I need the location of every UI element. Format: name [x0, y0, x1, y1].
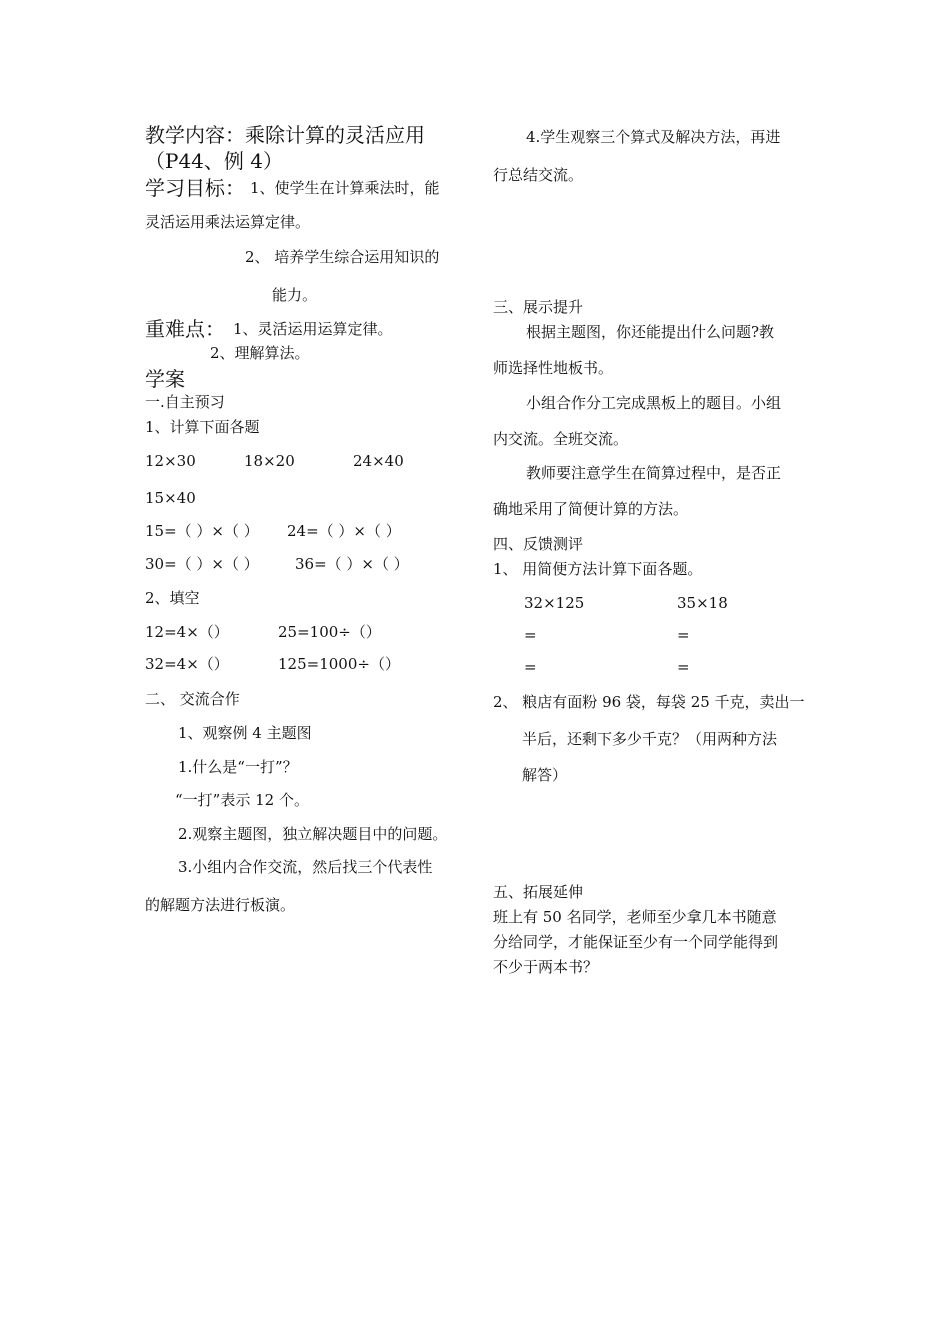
section-3-para: 内交流。全班交流。 [493, 430, 629, 448]
section-3-para: 根据主题图，你还能提出什么问题?教 [526, 323, 775, 341]
goal-item-2-cont: 能力。 [272, 286, 318, 304]
section-2-item: 1.什么是“一打”？ [178, 758, 298, 776]
calc-item: 15×40 [145, 489, 196, 507]
goal-item-1-cont: 灵活运用乘法运算定律。 [145, 213, 311, 231]
section-1-q1: 1、计算下面各题 [145, 418, 260, 436]
calc-item: 35×18 [677, 594, 728, 612]
section-4-q2-cont: 解答） [522, 766, 568, 784]
factor-item: 15=（ ）×（ ） [145, 522, 259, 540]
fill-item: 125=1000÷（） [278, 655, 400, 673]
equals-line: = [524, 626, 537, 644]
calc-item: 18×20 [244, 452, 295, 470]
section-5-para: 班上有 50 名同学，老师至少拿几本书随意 [493, 908, 777, 926]
calc-item: 24×40 [353, 452, 404, 470]
goal-heading: 学习目标： [145, 176, 245, 200]
section-5-para: 不少于两本书？ [493, 958, 599, 976]
section-3-para: 师选择性地板书。 [493, 359, 614, 377]
section-4-heading: 四、反馈测评 [493, 535, 584, 553]
section-1-heading: 一.自主预习 [145, 393, 225, 411]
calc-item: 12×30 [145, 452, 196, 470]
section-2-item: 3.小组内合作交流，然后找三个代表性 [178, 858, 433, 876]
lesson-title-ref: （P44、例 4） [145, 149, 283, 173]
section-2-item: 1、观察例 4 主题图 [178, 724, 312, 742]
section-2-item: 2.观察主题图，独立解决题目中的问题。 [178, 825, 448, 843]
section-3-para: 小组合作分工完成黑板上的题目。小组 [526, 394, 782, 412]
section-4-q2-cont: 半后，还剩下多少千克？（用两种方法 [522, 730, 778, 748]
step-4-cont: 行总结交流。 [493, 166, 584, 184]
section-3-heading: 三、展示提升 [493, 298, 584, 316]
section-2-item: “一打”表示 12 个。 [175, 791, 309, 809]
section-4-q1: 1、 用简便方法计算下面各题。 [493, 560, 703, 578]
section-1-q2: 2、填空 [145, 589, 200, 607]
fill-item: 25=100÷（） [278, 623, 381, 641]
calc-item: 32×125 [524, 594, 585, 612]
fill-item: 12=4×（） [145, 623, 229, 641]
goal-item-1: 1、使学生在计算乘法时，能 [250, 179, 440, 197]
key-points-heading: 重难点： [145, 317, 225, 341]
fill-item: 32=4×（） [145, 655, 229, 673]
plan-heading: 学案 [145, 367, 185, 391]
equals-line: = [524, 658, 537, 676]
factor-item: 24=（ ）×（ ） [287, 522, 401, 540]
key-point-2: 2、理解算法。 [210, 344, 310, 362]
section-4-q2: 2、 粮店有面粉 96 袋，每袋 25 千克，卖出一 [493, 693, 805, 711]
equals-line: = [677, 626, 690, 644]
lesson-title: 教学内容：乘除计算的灵活应用 [145, 123, 425, 147]
equals-line: = [677, 658, 690, 676]
section-2-item: 的解题方法进行板演。 [145, 896, 296, 914]
section-5-para: 分给同学，才能保证至少有一个同学能得到 [493, 933, 779, 951]
section-2-heading: 二、 交流合作 [145, 690, 240, 708]
section-3-para: 确地采用了简便计算的方法。 [493, 500, 689, 518]
section-3-para: 教师要注意学生在简算过程中，是否正 [526, 464, 782, 482]
section-5-heading: 五、拓展延伸 [493, 883, 584, 901]
goal-item-2: 2、 培养学生综合运用知识的 [245, 248, 440, 266]
key-point-1: 1、灵活运用运算定律。 [233, 320, 393, 338]
step-4: 4.学生观察三个算式及解决方法，再进 [526, 128, 781, 146]
factor-item: 30=（ ）×（ ） [145, 555, 259, 573]
factor-item: 36=（ ）×（ ） [295, 555, 409, 573]
